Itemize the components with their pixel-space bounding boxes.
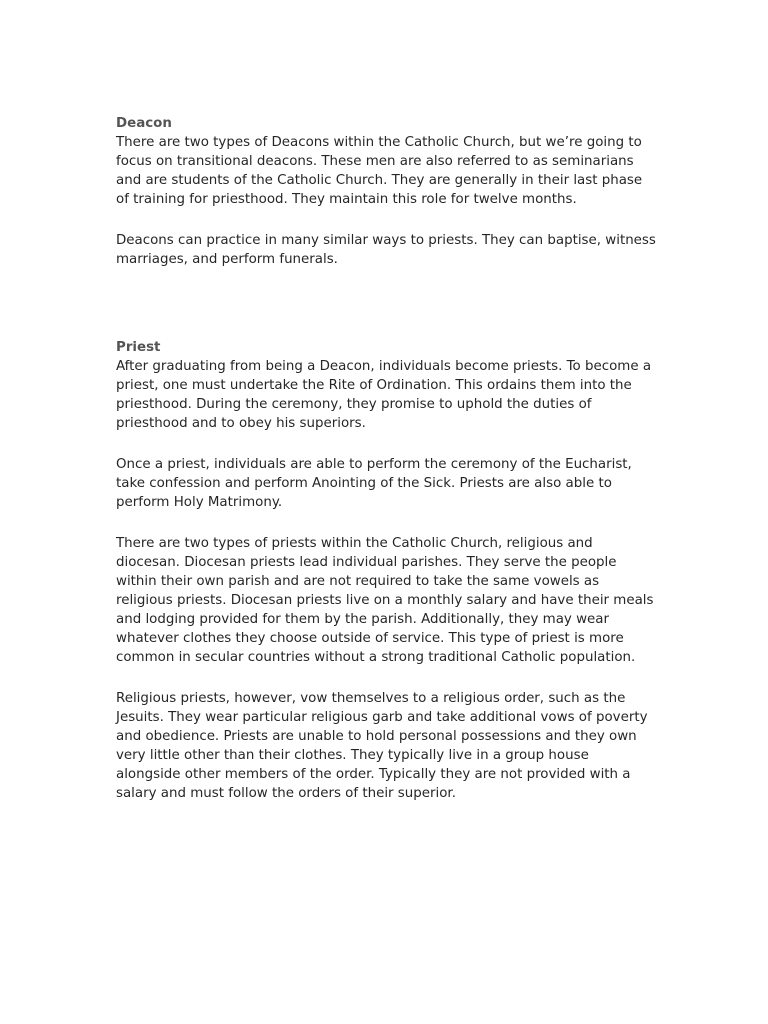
section-heading: Deacon (116, 116, 172, 131)
section-priest (116, 338, 656, 803)
document-page (116, 114, 656, 825)
paragraph: Deacons can practice in many similar ways to priests. They can baptise, witness marriages, and perform funerals. (116, 233, 656, 267)
section-deacon (116, 114, 656, 269)
section-heading: Priest (116, 340, 161, 355)
paragraph: There are two types of Deacons within the Catholic Church, but we’re going to focus on transitional deacons. These men are also referred to as seminarians and are students of the Catholic Church. They are generally in their last phase of training for priesthood. They maintain this role for twelve months. (116, 135, 643, 207)
paragraph: There are two types of priests within the Catholic Church, religious and diocesan. Diocesan priests lead individual parishes. They serve the people within their own parish and are not required to take the same vowels as religious priests. Diocesan priests live on a monthly salary and have their meals and lodging provided for them by the parish. Additionally, they may wear whatever clothes they choose outside of service. This type of priest is more common in secular countries without a strong traditional Catholic population. (116, 536, 654, 665)
paragraph: Once a priest, individuals are able to perform the ceremony of the Eucharist, take confession and perform Anointing of the Sick. Priests are also able to perform Holy Matrimony. (116, 457, 632, 510)
section-spacer (116, 291, 656, 338)
paragraph: After graduating from being a Deacon, individuals become priests. To become a priest, one must undertake the Rite of Ordination. This ordains them into the priesthood. During the ceremony, they promise to uphold the duties of priesthood and to obey his superiors. (116, 359, 652, 431)
paragraph: Religious priests, however, vow themselves to a religious order, such as the Jesuits. They wear particular religious garb and take additional vows of poverty and obedience. Priests are unable to hold personal possessions and they own very little other than their clothes. They typically live in a group house alongside other members of the order. Typically they are not provided with a salary and must follow the orders of their superior. (116, 691, 648, 801)
